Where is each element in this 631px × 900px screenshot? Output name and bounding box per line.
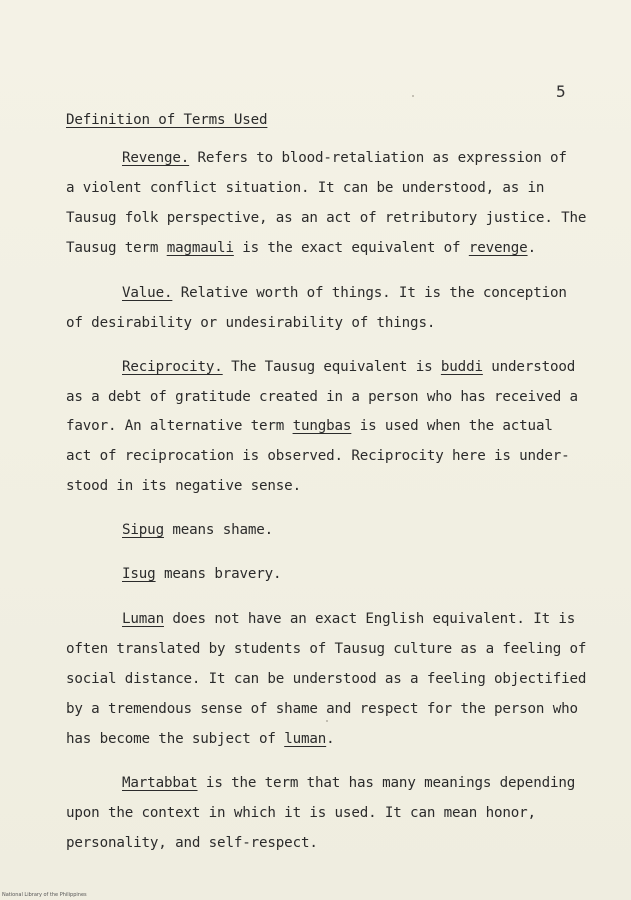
paper-speck [412, 95, 414, 97]
luman-line-1: Luman does not have an exact English equivalent. It is [122, 611, 576, 627]
archive-footer: National Library of the Philippines [2, 892, 87, 898]
term-isug: Isug [122, 566, 156, 582]
term-luman: Luman [122, 611, 164, 627]
reciprocity-line-3: favor. An alternative term tungbas is used when the actual [66, 418, 553, 434]
reciprocity-line-1: Reciprocity. The Tausug equivalent is buddi understood [122, 359, 576, 375]
luman-line-3: social distance. It can be understood as a feeling objectified [66, 671, 587, 687]
revenge-line-1: Revenge. Refers to blood-retaliation as expression of [122, 150, 567, 166]
luman-line-2: often translated by students of Tausug culture as a feeling of [66, 641, 587, 657]
term-revenge-ref: revenge [468, 240, 528, 256]
term-luman-ref: luman [284, 731, 327, 747]
martabbat-line-1: Martabbat is the term that has many meanings depending [122, 775, 576, 791]
term-buddi: buddi [440, 359, 483, 375]
value-line-1: Value. Relative worth of things. It is the conception [122, 285, 567, 301]
term-martabbat: Martabbat [122, 775, 198, 791]
reciprocity-line-4: act of reciprocation is observed. Reciprocity here is under- [66, 448, 570, 464]
luman-line-4: by a tremendous sense of shame and respect for the person who [66, 701, 578, 717]
paper-speck [326, 720, 328, 722]
revenge-line-2: a violent conflict situation. It can be understood, as in [66, 180, 545, 196]
reciprocity-line-2: as a debt of gratitude created in a person who has received a [66, 389, 578, 405]
luman-line-5: has become the subject of luman. [66, 731, 335, 747]
section-heading: Definition of Terms Used [66, 112, 268, 128]
term-reciprocity: Reciprocity. [122, 359, 223, 375]
revenge-line-4: Tausug term magmauli is the exact equivalent of revenge. [66, 240, 536, 256]
revenge-line-3: Tausug folk perspective, as an act of retributory justice. The [66, 210, 587, 226]
term-revenge: Revenge. [122, 150, 190, 166]
isug-line: Isug means bravery. [122, 566, 282, 582]
reciprocity-line-5: stood in its negative sense. [66, 478, 301, 494]
term-sipug: Sipug [122, 522, 164, 538]
term-magmauli: magmauli [166, 240, 234, 256]
term-tungbas: tungbas [292, 418, 352, 434]
value-line-2: of desirability or undesirability of things. [66, 315, 436, 331]
page-number: 5 [556, 82, 566, 101]
martabbat-line-2: upon the context in which it is used. It can mean honor, [66, 805, 536, 821]
term-value: Value. [122, 285, 173, 301]
sipug-line: Sipug means shame. [122, 522, 274, 538]
martabbat-line-3: personality, and self-respect. [66, 835, 318, 851]
